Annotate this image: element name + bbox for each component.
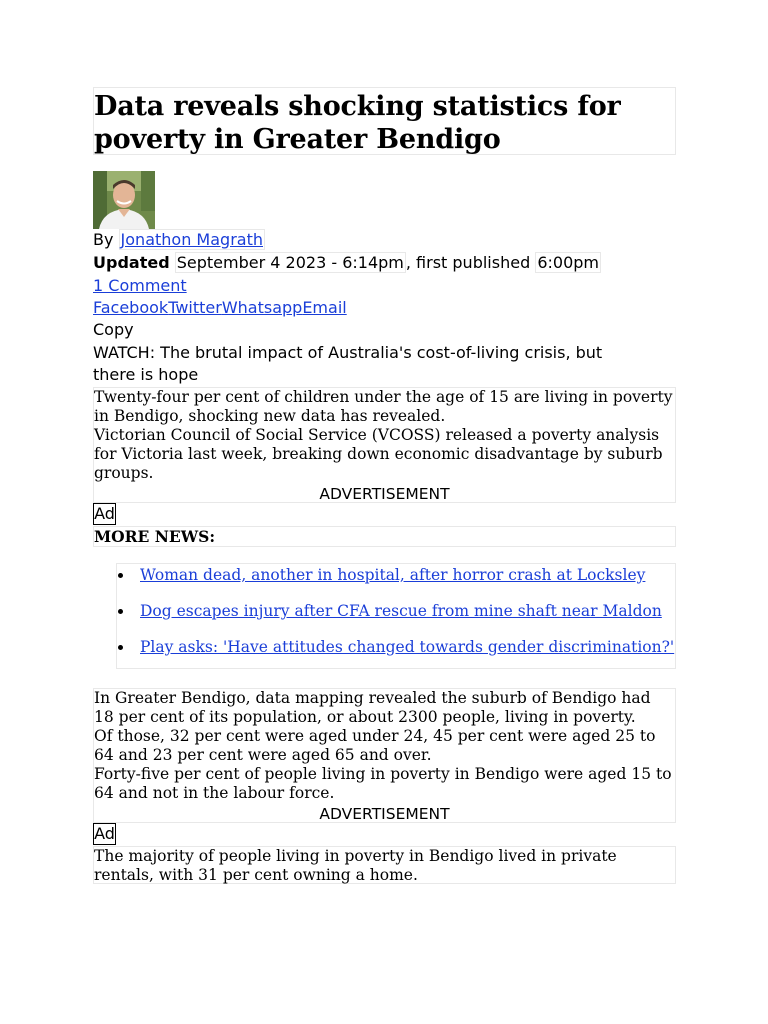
list-item <box>117 566 675 602</box>
byline <box>93 229 265 251</box>
comments <box>93 275 187 297</box>
author-link[interactable]: Jonathon Magrath <box>120 230 263 249</box>
article <box>93 87 676 884</box>
ad-slot[interactable]: Ad <box>94 824 115 843</box>
list-item <box>117 602 675 638</box>
paragraph: The majority of people living in poverty in Bendigo lived in private rentals, with 31 per cent owning a home. <box>94 847 617 884</box>
paragraph: Of those, 32 per cent were aged under 24, 45 per cent were aged 25 to 64 and 23 per cent were aged 65 and over. <box>94 727 656 764</box>
advertisement-label: ADVERTISEMENT <box>319 805 450 823</box>
byline-prefix: By <box>93 230 114 249</box>
author-photo <box>93 171 155 229</box>
paragraph: Victorian Council of Social Service (VCOSS) released a poverty analysis for Victoria last week, breaking down economic disadvantage by suburb groups. <box>94 426 663 482</box>
more-news-label: MORE NEWS: <box>93 526 676 547</box>
updated-label: Updated <box>93 253 170 272</box>
news-link[interactable]: Play asks: 'Have attitudes changed towards gender discrimination?' <box>140 638 675 656</box>
paragraph: Twenty-four per cent of children under the age of 15 are living in poverty in Bendigo, shocking new data has revealed. <box>94 388 673 425</box>
advertisement-label: ADVERTISEMENT <box>319 485 450 503</box>
body-section-3 <box>93 846 676 884</box>
video-caption-text: WATCH: The brutal impact of Australia's cost-of-living crisis, but there is hope <box>93 343 603 384</box>
author-avatar[interactable] <box>93 171 155 229</box>
copy-button[interactable]: Copy <box>93 320 134 339</box>
news-link[interactable]: Dog escapes injury after CFA rescue from mine shaft near Maldon <box>140 602 662 620</box>
paragraph: Forty-five per cent of people living in poverty in Bendigo were aged 15 to 64 and not in the labour force. <box>94 765 672 802</box>
share-facebook[interactable]: Facebook <box>93 298 169 317</box>
share-email[interactable]: Email <box>302 298 347 317</box>
video-caption <box>93 342 649 386</box>
comments-link[interactable]: 1 Comment <box>93 276 187 295</box>
more-news-list <box>116 563 676 669</box>
ad-slot[interactable]: Ad <box>94 504 115 523</box>
list-item <box>117 638 675 674</box>
updated-date: September 4 2023 - 6:14pm <box>176 253 404 272</box>
news-link[interactable]: Woman dead, another in hospital, after horror crash at Locksley <box>140 566 646 584</box>
body-section-1 <box>93 387 676 503</box>
first-published-time: 6:00pm <box>537 253 599 272</box>
article-headline: Data reveals shocking statistics for poverty in Greater Bendigo <box>93 87 676 155</box>
first-published-prefix: , first published <box>405 253 531 272</box>
share-whatsapp[interactable]: Whatsapp <box>221 298 303 317</box>
share-bar <box>93 297 347 319</box>
paragraph: In Greater Bendigo, data mapping revealed the suburb of Bendigo had 18 per cent of its population, or about 2300 people, living in poverty. <box>94 689 651 726</box>
share-twitter[interactable]: Twitter <box>168 298 222 317</box>
body-section-2 <box>93 688 676 823</box>
timestamp <box>93 252 601 274</box>
